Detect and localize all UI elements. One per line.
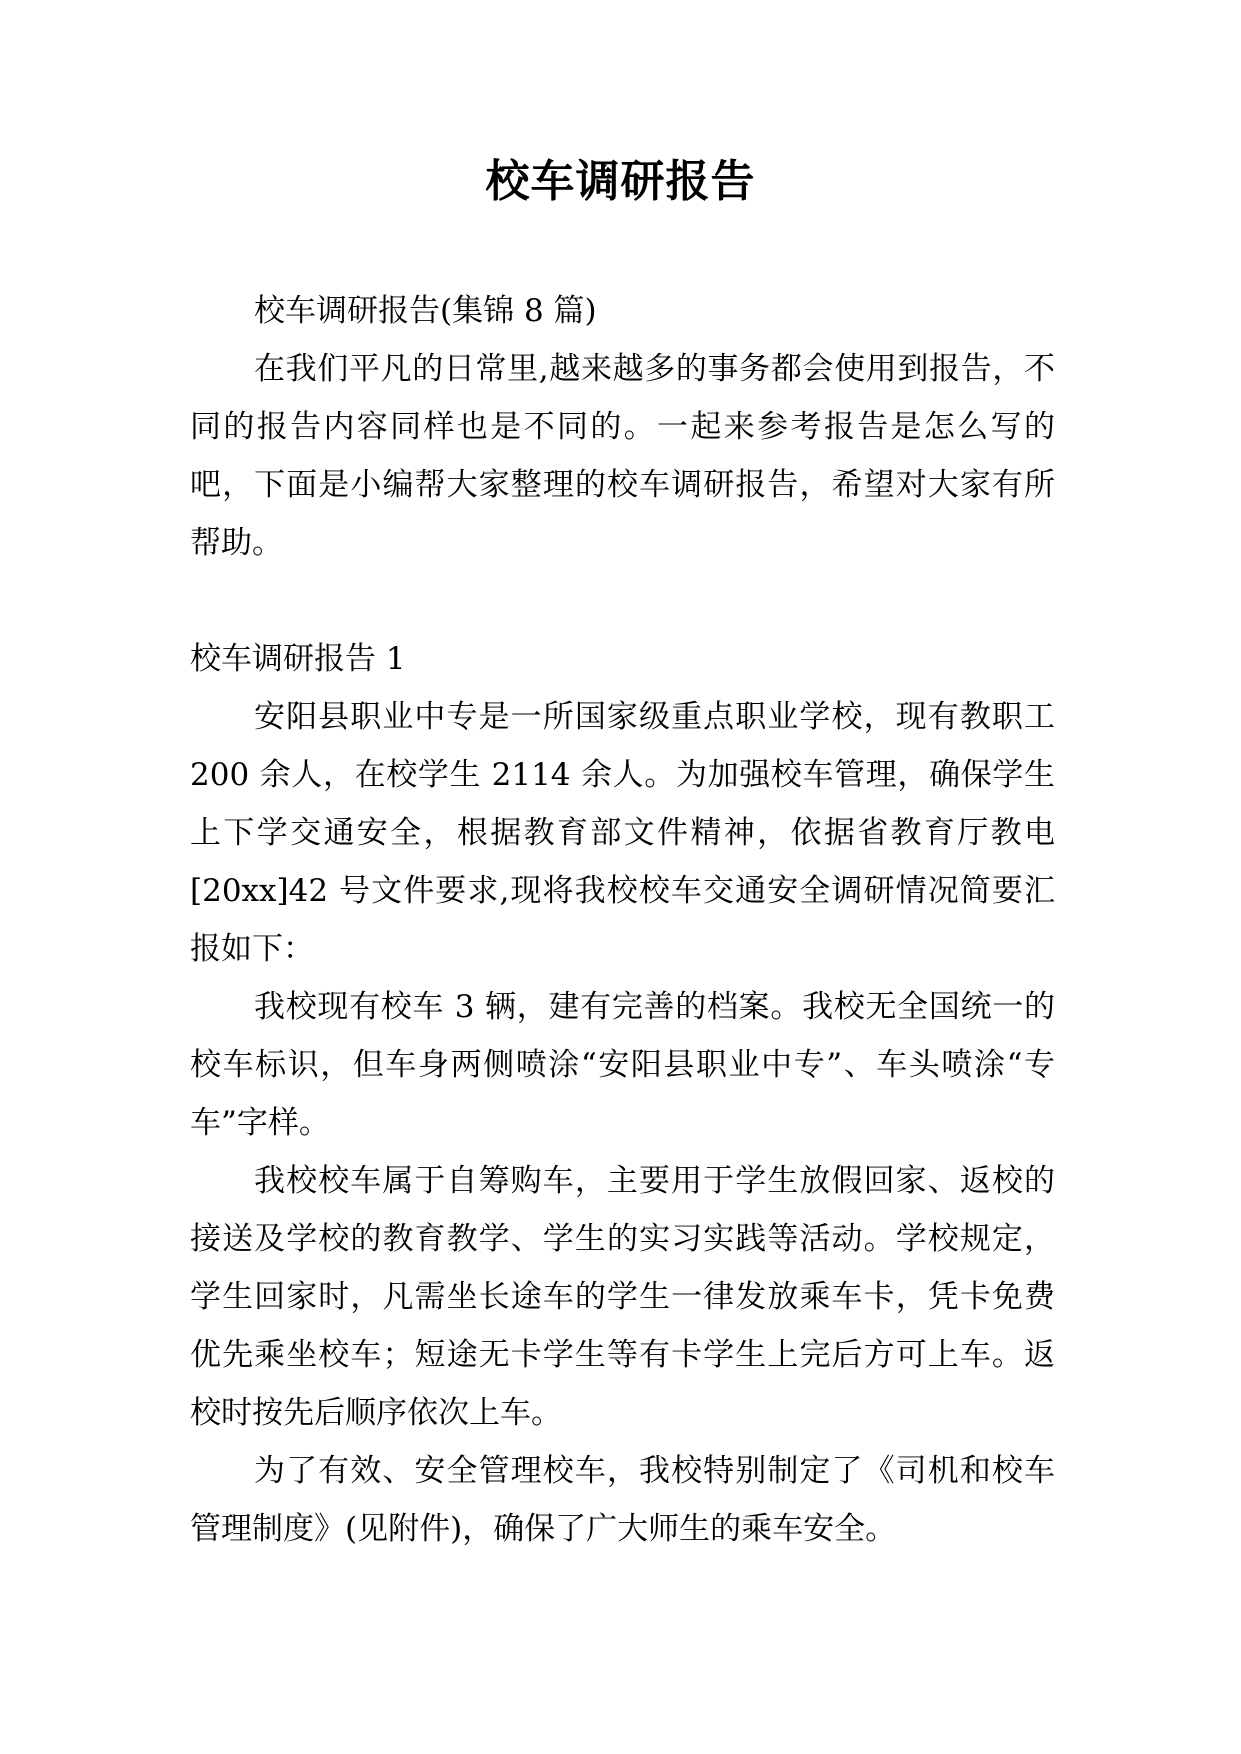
body-paragraph: 安阳县职业中专是一所国家级重点职业学校，现有教职工 200 余人，在校学生 2114 余人。为加强校车管理，确保学生上下学交通安全，根据教育部文件精神，依据省教育厅教电[20xx]42 号文件要求,现将我校校车交通安全调研情况简要汇报如下：: [190, 699, 1055, 967]
intro-paragraph: 在我们平凡的日常里,越来越多的事务都会使用到报告，不同的报告内容同样也是不同的。一起来参考报告是怎么写的吧，下面是小编帮大家整理的校车调研报告，希望对大家有所帮助。: [190, 351, 1055, 561]
document-title: 校车调研报告: [485, 156, 756, 207]
section-title: 校车调研报告 1: [190, 641, 406, 677]
document-body: [190, 282, 1055, 1558]
collection-heading: 校车调研报告(集锦 8 篇): [254, 293, 597, 329]
body-paragraph: 我校校车属于自筹购车，主要用于学生放假回家、返校的接送及学校的教育教学、学生的实习实践等活动。学校规定，学生回家时，凡需坐长途车的学生一律发放乘车卡，凭卡免费优先乘坐校车；短途无卡学生等有卡学生上完后方可上车。返校时按先后顺序依次上车。: [190, 1163, 1055, 1431]
body-paragraph: 为了有效、安全管理校车，我校特别制定了《司机和校车管理制度》(见附件)，确保了广大师生的乘车安全。: [190, 1453, 1055, 1547]
body-paragraph: 我校现有校车 3 辆，建有完善的档案。我校无全国统一的校车标识，但车身两侧喷涂“安阳县职业中专”、车头喷涂“专车”字样。: [190, 989, 1055, 1141]
